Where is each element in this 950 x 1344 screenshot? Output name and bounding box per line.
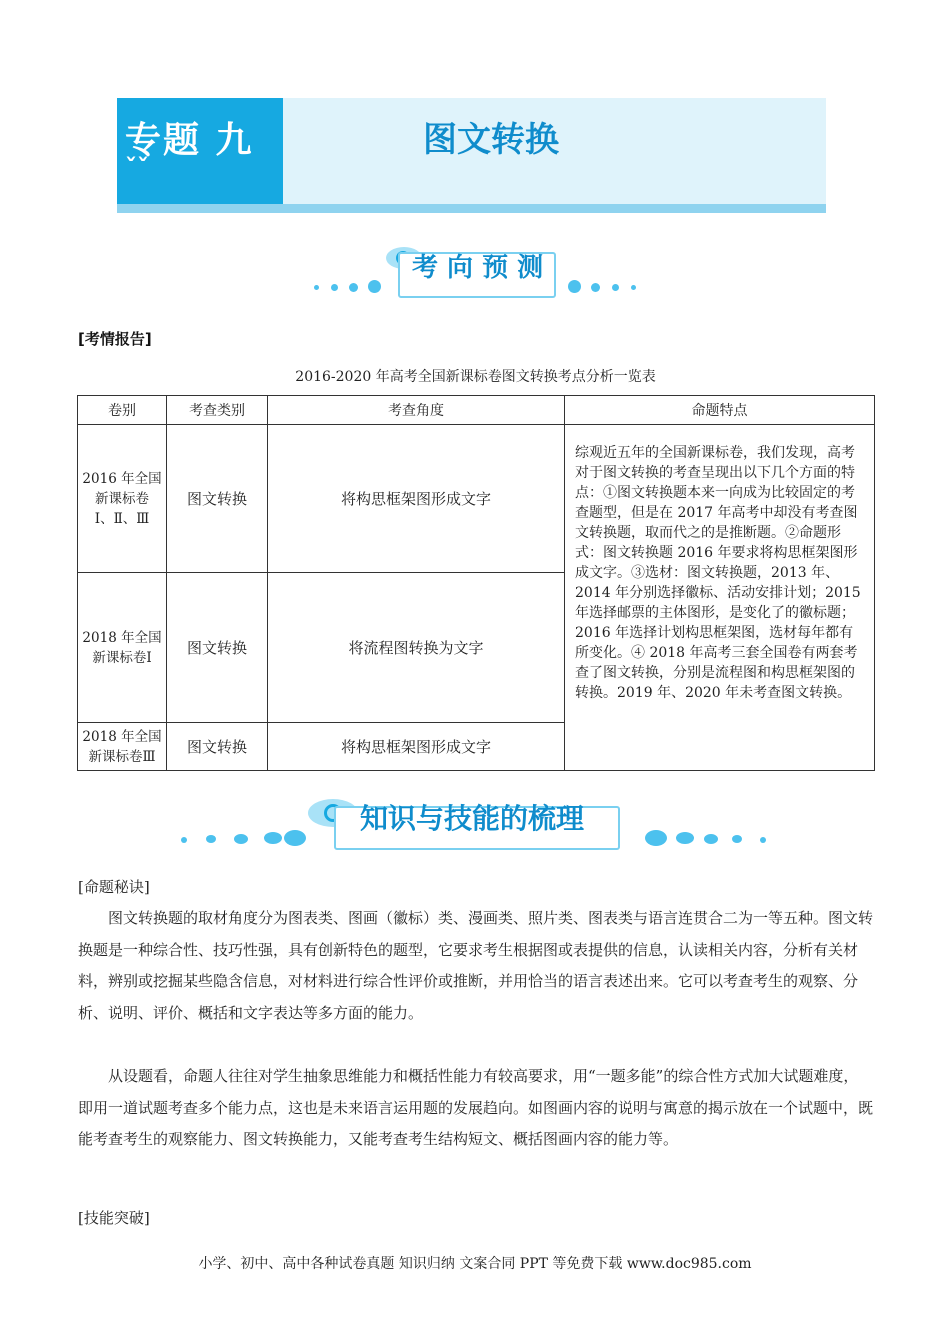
angle-cell: 将流程图转换为文字: [268, 573, 565, 723]
column-header: 命题特点: [565, 396, 875, 425]
type-cell: 图文转换: [167, 573, 268, 723]
feature-cell: 综观近五年的全国新课标卷，我们发现，高考对于图文转换的考查呈现出以下几个方面的特点：①图文转换题本来一向成为比较固定的考查题型，但是在 2017 年高考中却没有考查图文转换题，取而代之的是推断题。②命题形式：图文转换题 2016 年要求将构思框架图形成文字。③选材：图文转换题，2013 年、2014 年分别选择徽标、活动安排计划；2015 年选择邮票的主体图形，是变化了的徽标题；2016 年选择计划构思框架图，选材每年都有所变化。④ 2018 年高考三套全国卷有两套考查了图文转换，分别是流程图和构思框架图的转换。2019 年、2020 年未考查图文转换。: [565, 425, 875, 771]
volume-line: 新课标卷Ⅰ: [92, 649, 152, 666]
table-row: [78, 425, 875, 573]
volume-line: 新课标卷Ⅲ: [88, 748, 156, 765]
paragraph: 从设题看，命题人往往对学生抽象思维能力和概括性能力有较高要求，用“一题多能”的综合性方式加大试题难度，即用一道试题考查多个能力点，这也是未来语言运用题的发展趋向。如图画内容的说明与寓意的揭示放在一个试题中，既能考查考生的观察能力、图文转换能力，又能考查考生结构短文、概括图画内容的能力等。: [78, 1067, 874, 1148]
dot-decoration: [349, 283, 358, 292]
dot-decoration: [314, 285, 319, 290]
volume-line: 2018 年全国: [82, 728, 162, 745]
volume-cell: [78, 425, 167, 573]
dot-decoration: [206, 835, 216, 843]
table-header-row: [78, 396, 875, 425]
dot-decoration: [591, 283, 600, 292]
report-heading: [考情报告]: [78, 330, 152, 348]
dot-decoration: [631, 285, 636, 290]
footer-text: 小学、初中、高中各种试卷真题 知识归纳 文案合同 PPT 等免费下载 www.doc985.com: [198, 1256, 752, 1272]
label-skill: [技能突破]: [78, 1209, 150, 1227]
dot-decoration: [760, 837, 766, 843]
dot-decoration: [368, 280, 381, 293]
paragraph: 图文转换题的取材角度分为图表类、图画（徽标）类、漫画类、照片类、图表类与语言连贯合二为一等五种。图文转换题是一种综合性、技巧性强，具有创新特色的题型，它要求考生根据图或表提供的信息，认读相关内容，分析有关材料，辨别或挖掘某些隐含信息，对材料进行综合性评价或推断，并用恰当的语言表述出来。它可以考查考生的观察、分析、说明、评价、概括和文字表达等多方面的能力。: [78, 909, 874, 1022]
dot-decoration: [181, 837, 187, 843]
dot-decoration: [284, 830, 306, 846]
section-title: 考 向 预 测: [412, 253, 544, 283]
type-cell: 图文转换: [167, 425, 268, 573]
banner-underline: [117, 204, 826, 213]
topic-label-decoration: ˇˇ: [125, 154, 149, 182]
dot-decoration: [612, 284, 619, 291]
page-title: 图文转换: [423, 120, 559, 160]
topic-label: 专题 九: [125, 120, 254, 161]
dot-decoration: [704, 834, 718, 844]
dot-decoration: [331, 284, 338, 291]
volume-line: Ⅰ、Ⅱ、Ⅲ: [94, 510, 150, 527]
dot-decoration: [732, 835, 742, 843]
dot-decoration: [264, 832, 282, 844]
angle-cell: 将构思框架图形成文字: [268, 425, 565, 573]
column-header: 考查角度: [268, 396, 565, 425]
dot-decoration: [234, 834, 248, 844]
section-title: 知识与技能的梳理: [360, 802, 585, 835]
dot-decoration: [676, 832, 694, 844]
type-cell: 图文转换: [167, 723, 268, 771]
dot-decoration: [645, 830, 667, 846]
label-secret: [命题秘诀]: [78, 878, 150, 896]
column-header: 卷别: [78, 396, 167, 425]
dot-decoration: [568, 280, 581, 293]
volume-cell: [78, 573, 167, 723]
volume-cell: [78, 723, 167, 771]
volume-line: 新课标卷: [95, 490, 149, 507]
exam-analysis-table: [77, 395, 875, 771]
volume-line: 2016 年全国: [82, 470, 162, 487]
table-caption: 2016-2020 年高考全国新课标卷图文转换考点分析一览表: [295, 369, 656, 385]
column-header: 考查类别: [167, 396, 268, 425]
volume-line: 2018 年全国: [82, 629, 162, 646]
angle-cell: 将构思框架图形成文字: [268, 723, 565, 771]
